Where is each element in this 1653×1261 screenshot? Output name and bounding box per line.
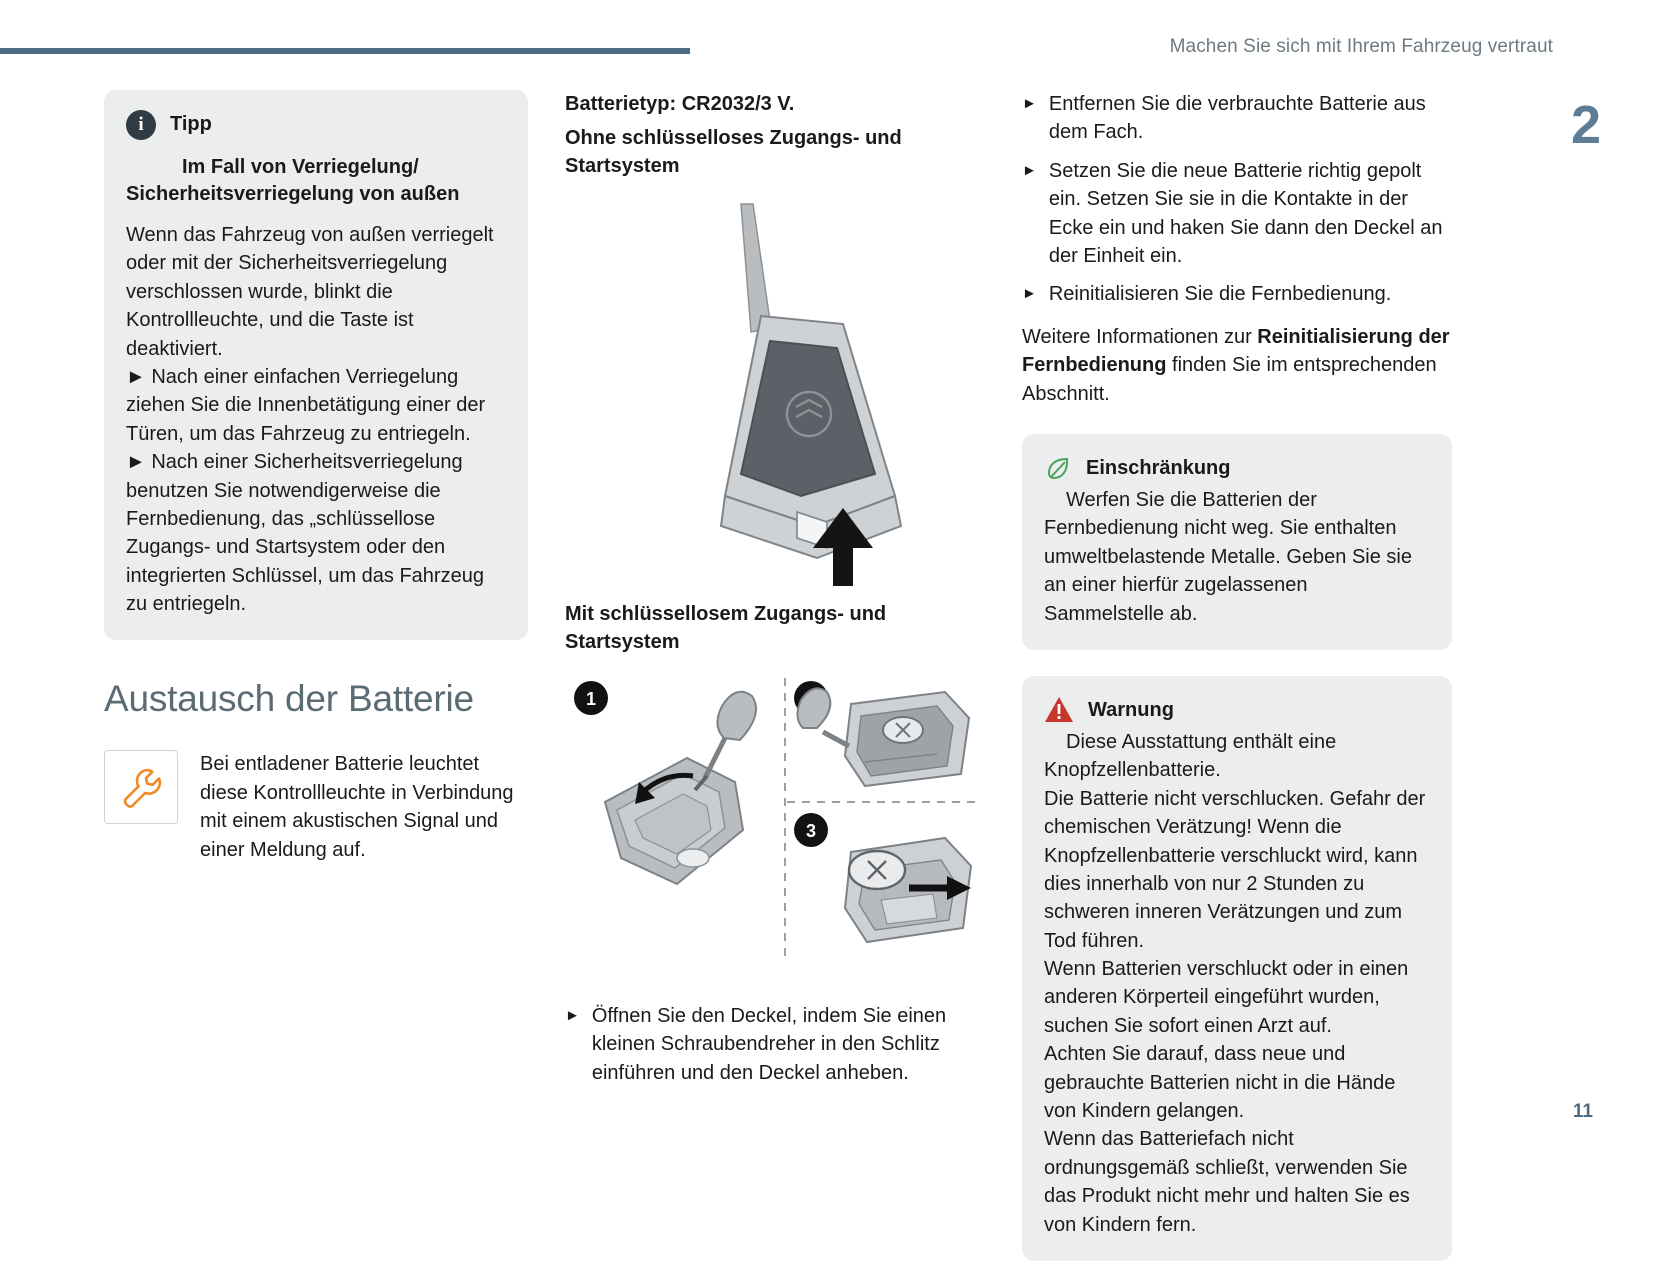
- svg-text:3: 3: [805, 821, 817, 841]
- list-item: [1022, 157, 1452, 271]
- svg-text:1: 1: [585, 689, 597, 709]
- reinit-note: [1022, 323, 1452, 408]
- subhead-without-keyless: Ohne schlüsselloses Zugangs- und Startsystem: [565, 127, 902, 177]
- battery-type-label: Batterietyp: CR2032/3 V.: [565, 93, 795, 115]
- tip-paragraph-1: Wenn das Fahrzeug von außen verriegelt oder mit der Sicherheitsverriegelung verschlossen wurde, blinkt die Kontrollleuchte, und die Taste ist deaktiviert.: [126, 224, 494, 360]
- tip-subtitle-line1: Im Fall von Verriegelung/: [182, 156, 419, 178]
- restriction-box: [1022, 434, 1452, 650]
- list-item-text: Entfernen Sie die verbrauchte Batterie aus dem Fach.: [1048, 93, 1426, 144]
- restriction-box-text: [1044, 486, 1430, 628]
- reinit-note-prefix: Weitere Informationen zur: [1022, 325, 1258, 348]
- reinit-note-suffix: finden Sie im entsprechenden Abschnitt.: [1022, 354, 1437, 405]
- list-item-text: Öffnen Sie den Deckel, indem Sie einen kleinen Schraubendreher in den Schlitz einführen und den Deckel anheben.: [591, 1005, 947, 1084]
- column-middle: [565, 90, 985, 1097]
- warning-paragraph-2: Die Batterie nicht verschlucken. Gefahr der chemischen Verätzung! Wenn die Knopfzellenbatterie verschluckt wird, kann dies innerhalb von nur 2 Stunden zu schweren inneren Verätzungen und zum Tod führen.: [1044, 787, 1426, 952]
- warning-paragraph-5: Wenn das Batteriefach nicht ordnungsgemäß schließt, verwenden Sie das Produkt nicht mehr und halten Sie es von Kindern fern.: [1044, 1128, 1410, 1236]
- middle-bullet-list: [565, 1002, 985, 1087]
- wrench-icon-box: [104, 750, 178, 824]
- restriction-box-title: Einschränkung: [1086, 457, 1231, 480]
- column-right: [1022, 90, 1452, 1261]
- tip-box-subtitle: [126, 154, 506, 208]
- bullet-arrow-icon: ►: [1022, 161, 1037, 179]
- warning-text-1: Diese Ausstattung enthält eine Knopfzellenbatterie.: [1044, 730, 1337, 782]
- page-number: 11: [1572, 1101, 1593, 1122]
- warning-box: [1022, 676, 1452, 1261]
- info-icon: i: [126, 110, 156, 140]
- warning-paragraph-1: [1044, 728, 1430, 785]
- warning-paragraph-3: Wenn Batterien verschluckt oder in einen anderen Körperteil eingeführt wurden, suchen Sie sofort einen Arzt auf.: [1044, 958, 1409, 1037]
- tip-box-body: [126, 221, 506, 618]
- wrench-note-text: Bei entladener Batterie leuchtet diese Kontrollleuchte in Verbindung mit einem akustischen Signal und einer Meldung auf.: [200, 753, 514, 861]
- warning-box-title: Warnung: [1088, 698, 1174, 721]
- list-item: [565, 1002, 985, 1087]
- bullet-arrow-icon: ►: [1022, 95, 1037, 112]
- bullet-arrow-icon: ►: [1022, 285, 1037, 303]
- list-item: [1022, 280, 1452, 309]
- warning-box-header: [1044, 694, 1430, 724]
- tip-paragraph-3: ► Nach einer Sicherheitsverriegelung benutzen Sie notwendigerweise die Fernbedienung, das „schlüssellose Zugangs- und Startsystem oder den integrierten Schlüssel, um das Fahrzeug zu entriegeln.: [126, 451, 484, 616]
- warning-paragraph-4: Achten Sie darauf, dass neue und gebrauchte Batterien nicht in die Hände von Kindern gelangen.: [1044, 1043, 1396, 1123]
- wrench-note: [104, 750, 528, 864]
- subhead-with-keyless: Mit schlüssellosem Zugangs- und Startsystem: [565, 603, 887, 653]
- chapter-number: 2: [1570, 95, 1601, 155]
- tip-box-header: [126, 108, 506, 140]
- list-item-text: Reinitialisieren Sie die Fernbedienung.: [1048, 283, 1392, 306]
- restriction-box-header: [1044, 452, 1430, 482]
- tip-box-title: Tipp: [170, 113, 212, 135]
- section-title: Austausch der Batterie: [104, 678, 474, 720]
- tip-paragraph-2: ► Nach einer einfachen Verriegelung ziehen Sie die Innenbetätigung einer der Türen, um das Fahrzeug zu entriegeln.: [126, 365, 486, 445]
- restriction-text: Werfen Sie die Batterien der Fernbedienung nicht weg. Sie enthalten umweltbelastende Metalle. Geben Sie sie an einer hierfür zugelassenen Sammelstelle ab.: [1044, 489, 1412, 625]
- leaf-icon: [1044, 454, 1072, 482]
- warning-box-text: [1044, 728, 1430, 1239]
- right-bullet-list: [1022, 90, 1452, 309]
- header-title: Machen Sie sich mit Ihrem Fahrzeug vertraut: [1169, 36, 1553, 57]
- list-item: [1022, 90, 1452, 147]
- tip-subtitle-line2: Sicherheitsverriegelung von außen: [126, 183, 460, 205]
- tip-box: [104, 90, 528, 640]
- header-rule: [0, 48, 690, 54]
- reinit-note-bold: Reinitialisierung der Fernbedienung: [1022, 325, 1450, 377]
- bullet-arrow-icon: ►: [565, 1007, 580, 1024]
- column-left: [104, 90, 528, 864]
- keyfob-exploded-figure: [565, 196, 985, 586]
- warning-triangle-icon: [1044, 696, 1074, 724]
- wrench-icon: [105, 751, 177, 823]
- keyfob-steps-figure: [565, 670, 985, 980]
- list-item-text: Setzen Sie die neue Batterie richtig gepolt ein. Setzen Sie sie in die Kontakte in der Ecke ein und haken Sie dann den Deckel an der Einheit ein.: [1048, 159, 1443, 267]
